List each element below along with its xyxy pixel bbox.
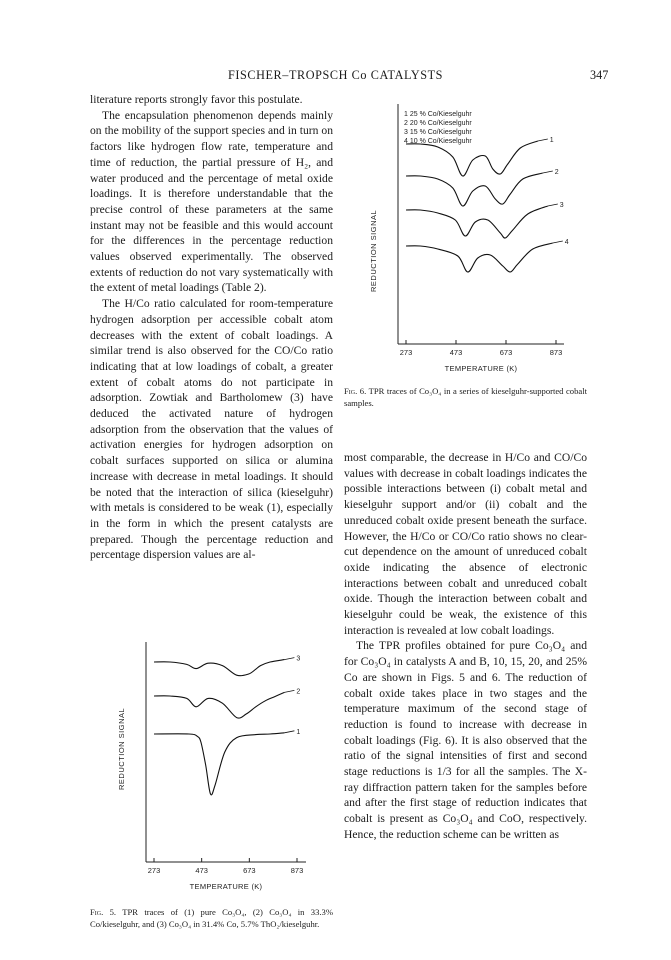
fig6-series-label-1: 1 bbox=[549, 137, 554, 144]
fig5-series-1-leader bbox=[284, 731, 294, 733]
fig6-tick-label-473: 473 bbox=[449, 348, 463, 357]
fig5-series-3 bbox=[154, 660, 284, 676]
fig6-tick-label-673: 673 bbox=[499, 348, 513, 357]
left-paragraph-3: The H/Co ratio calculated for room-temperature hydrogen adsorption per accessible cobalt atom decreases with the extent of cobalt loadings. A similar trend is also observed for the CO/Co ratio indicating that at low loadings of cobalt, a greater extent of cobalt atoms do not participate in adsorption. Zowtiak and Bartholomew (3) have deduced the activated nature of hydrogen adsorption from the observation that the values of activation energies for hydrogen adsorption on cobalt surfaces supported on silica or alumina increase with decrease in metal loadings. It should be noted that the interaction of silica (kieselguhr) with metals is considered to be weak (1), especially in the form in which the present catalysts are prepared. Though the percentage reduction and percentage dispersion values are al- bbox=[90, 297, 333, 562]
fig5-series-label-2: 2 bbox=[296, 688, 301, 696]
fig5-series-group bbox=[154, 656, 300, 795]
fig6-ylabel: REDUCTION SIGNAL bbox=[369, 209, 378, 292]
fig5-series-label-3: 3 bbox=[296, 655, 301, 663]
fig6-series-3 bbox=[406, 206, 548, 238]
fig5-xlabel: TEMPERATURE (K) bbox=[189, 882, 263, 891]
fig5-tick-label-273: 273 bbox=[147, 866, 161, 875]
fig6-series-4-leader bbox=[553, 241, 563, 243]
fig6-series-4 bbox=[406, 243, 553, 272]
fig5-caption-text: TPR traces of (1) pure Co₃O₄, (2) Co₃O₄ in 33.3% Co/kieselguhr, and (3) Co₃O₄ in 31.4% Co, 5.7% ThO₂/kieselguhr. bbox=[90, 907, 333, 929]
fig6-xlabel: TEMPERATURE (K) bbox=[444, 364, 518, 373]
fig6-legend bbox=[404, 111, 472, 145]
fig5-caption-label: Fig. 5. bbox=[90, 907, 117, 917]
fig5-x-ticks bbox=[148, 858, 304, 875]
left-paragraph-1: literature reports strongly favor this postulate. bbox=[90, 93, 303, 106]
fig6-legend-entry-2: 2 20 % Co/Kieselguhr bbox=[404, 120, 472, 127]
right-column bbox=[344, 450, 587, 843]
fig5-caption bbox=[90, 906, 333, 930]
fig6-series-label-4: 4 bbox=[564, 239, 569, 246]
running-title: FISCHER–TROPSCH Co CATALYSTS bbox=[227, 68, 444, 82]
fig6-series-label-3: 3 bbox=[559, 202, 564, 209]
fig5-tick-label-673: 673 bbox=[243, 866, 256, 875]
fig6-series-2-leader bbox=[543, 171, 553, 173]
fig6-x-ticks bbox=[400, 340, 563, 357]
fig6-series-1 bbox=[406, 141, 538, 176]
fig6-series-3-leader bbox=[548, 204, 558, 206]
fig5-tick-label-873: 873 bbox=[290, 866, 304, 875]
fig6-tick-label-273: 273 bbox=[399, 348, 413, 357]
right-paragraph-2: The TPR profiles obtained for pure Co₃O₄ and for Co₃O₄ in catalysts A and B, 10, 15, 20, and 25% Co are shown in Figs. 5 and 6. The reduction of cobalt oxide takes place in two stages and the temperature maximum of the second stage of reduction is found to increase with decrease in cobalt loadings (Fig. 6). It is also observed that the ratio of the signal intensities of first and second stage reductions is 1/3 for all the samples. The X-ray diffraction pattern taken for the samples before and after the first stage of reduction indicates that cobalt is present as Co₃O₄ and CoO, respectively. Hence, the reduction scheme can be written as bbox=[344, 639, 587, 841]
fig5-series-2 bbox=[154, 692, 284, 718]
left-column bbox=[90, 92, 333, 563]
fig6-series-2 bbox=[406, 173, 543, 206]
left-paragraph-2: The encapsulation phenomenon depends mainly on the mobility of the support species and in turn on factors like hydrogen flow rate, temperature and time of reduction, the partial pressure of H₂, and water produced and the percentage of metal oxide loadings. It is therefore understandable that the precise control of these parameters at the same instant may not be feasible and this would account for the differences in the percentage reduction values observed experimentally. The observed extents of reduction do not vary systematically with the extent of metal loadings (Table 2). bbox=[90, 108, 333, 295]
fig5-chart bbox=[92, 638, 332, 900]
fig6-caption-text: TPR traces of Co₃O₄ in a series of kieselguhr-supported cobalt samples. bbox=[344, 386, 587, 408]
fig5-series-3-leader bbox=[284, 658, 294, 660]
fig6-legend-entry-1: 1 25 % Co/Kieselguhr bbox=[404, 111, 472, 118]
fig6-series-1-leader bbox=[538, 139, 548, 141]
fig6-legend-entry-3: 3 15 % Co/Kieselguhr bbox=[404, 129, 472, 136]
right-paragraph-1: most comparable, the decrease in H/Co and CO/Co values with decrease in cobalt loadings indicates the possible interactions between (i) cobalt metal and kieselguhr support and/or (ii) cobalt and the unreduced cobalt oxide present beneath the surface. However, the H/Co or CO/Co ratio shows no clear-cut dependence on the amount of unreduced cobalt oxide indicating the absence of electronic interactions between cobalt and unreduced cobalt oxide. Though the interaction between cobalt and kieselguhr could be weak, the existence of this interaction is revealed at low cobalt loadings. bbox=[344, 451, 587, 637]
fig6-caption-label: Fig. 6. bbox=[344, 386, 367, 396]
fig6-series-group bbox=[406, 137, 569, 272]
fig6-series-label-2: 2 bbox=[554, 169, 559, 176]
fig6-legend-entry-4: 4 10 % Co/Kieselguhr bbox=[404, 138, 472, 145]
fig6-caption bbox=[344, 385, 587, 409]
fig5-series-label-1: 1 bbox=[296, 728, 301, 736]
fig5-series-2-leader bbox=[284, 690, 294, 692]
fig5-series-1 bbox=[154, 733, 284, 795]
page-number: 347 bbox=[590, 68, 609, 82]
fig5-tick-label-473: 473 bbox=[195, 866, 208, 875]
fig5-ylabel: REDUCTION SIGNAL bbox=[117, 707, 126, 790]
fig6-chart bbox=[346, 100, 586, 380]
fig6-tick-label-873: 873 bbox=[549, 348, 563, 357]
